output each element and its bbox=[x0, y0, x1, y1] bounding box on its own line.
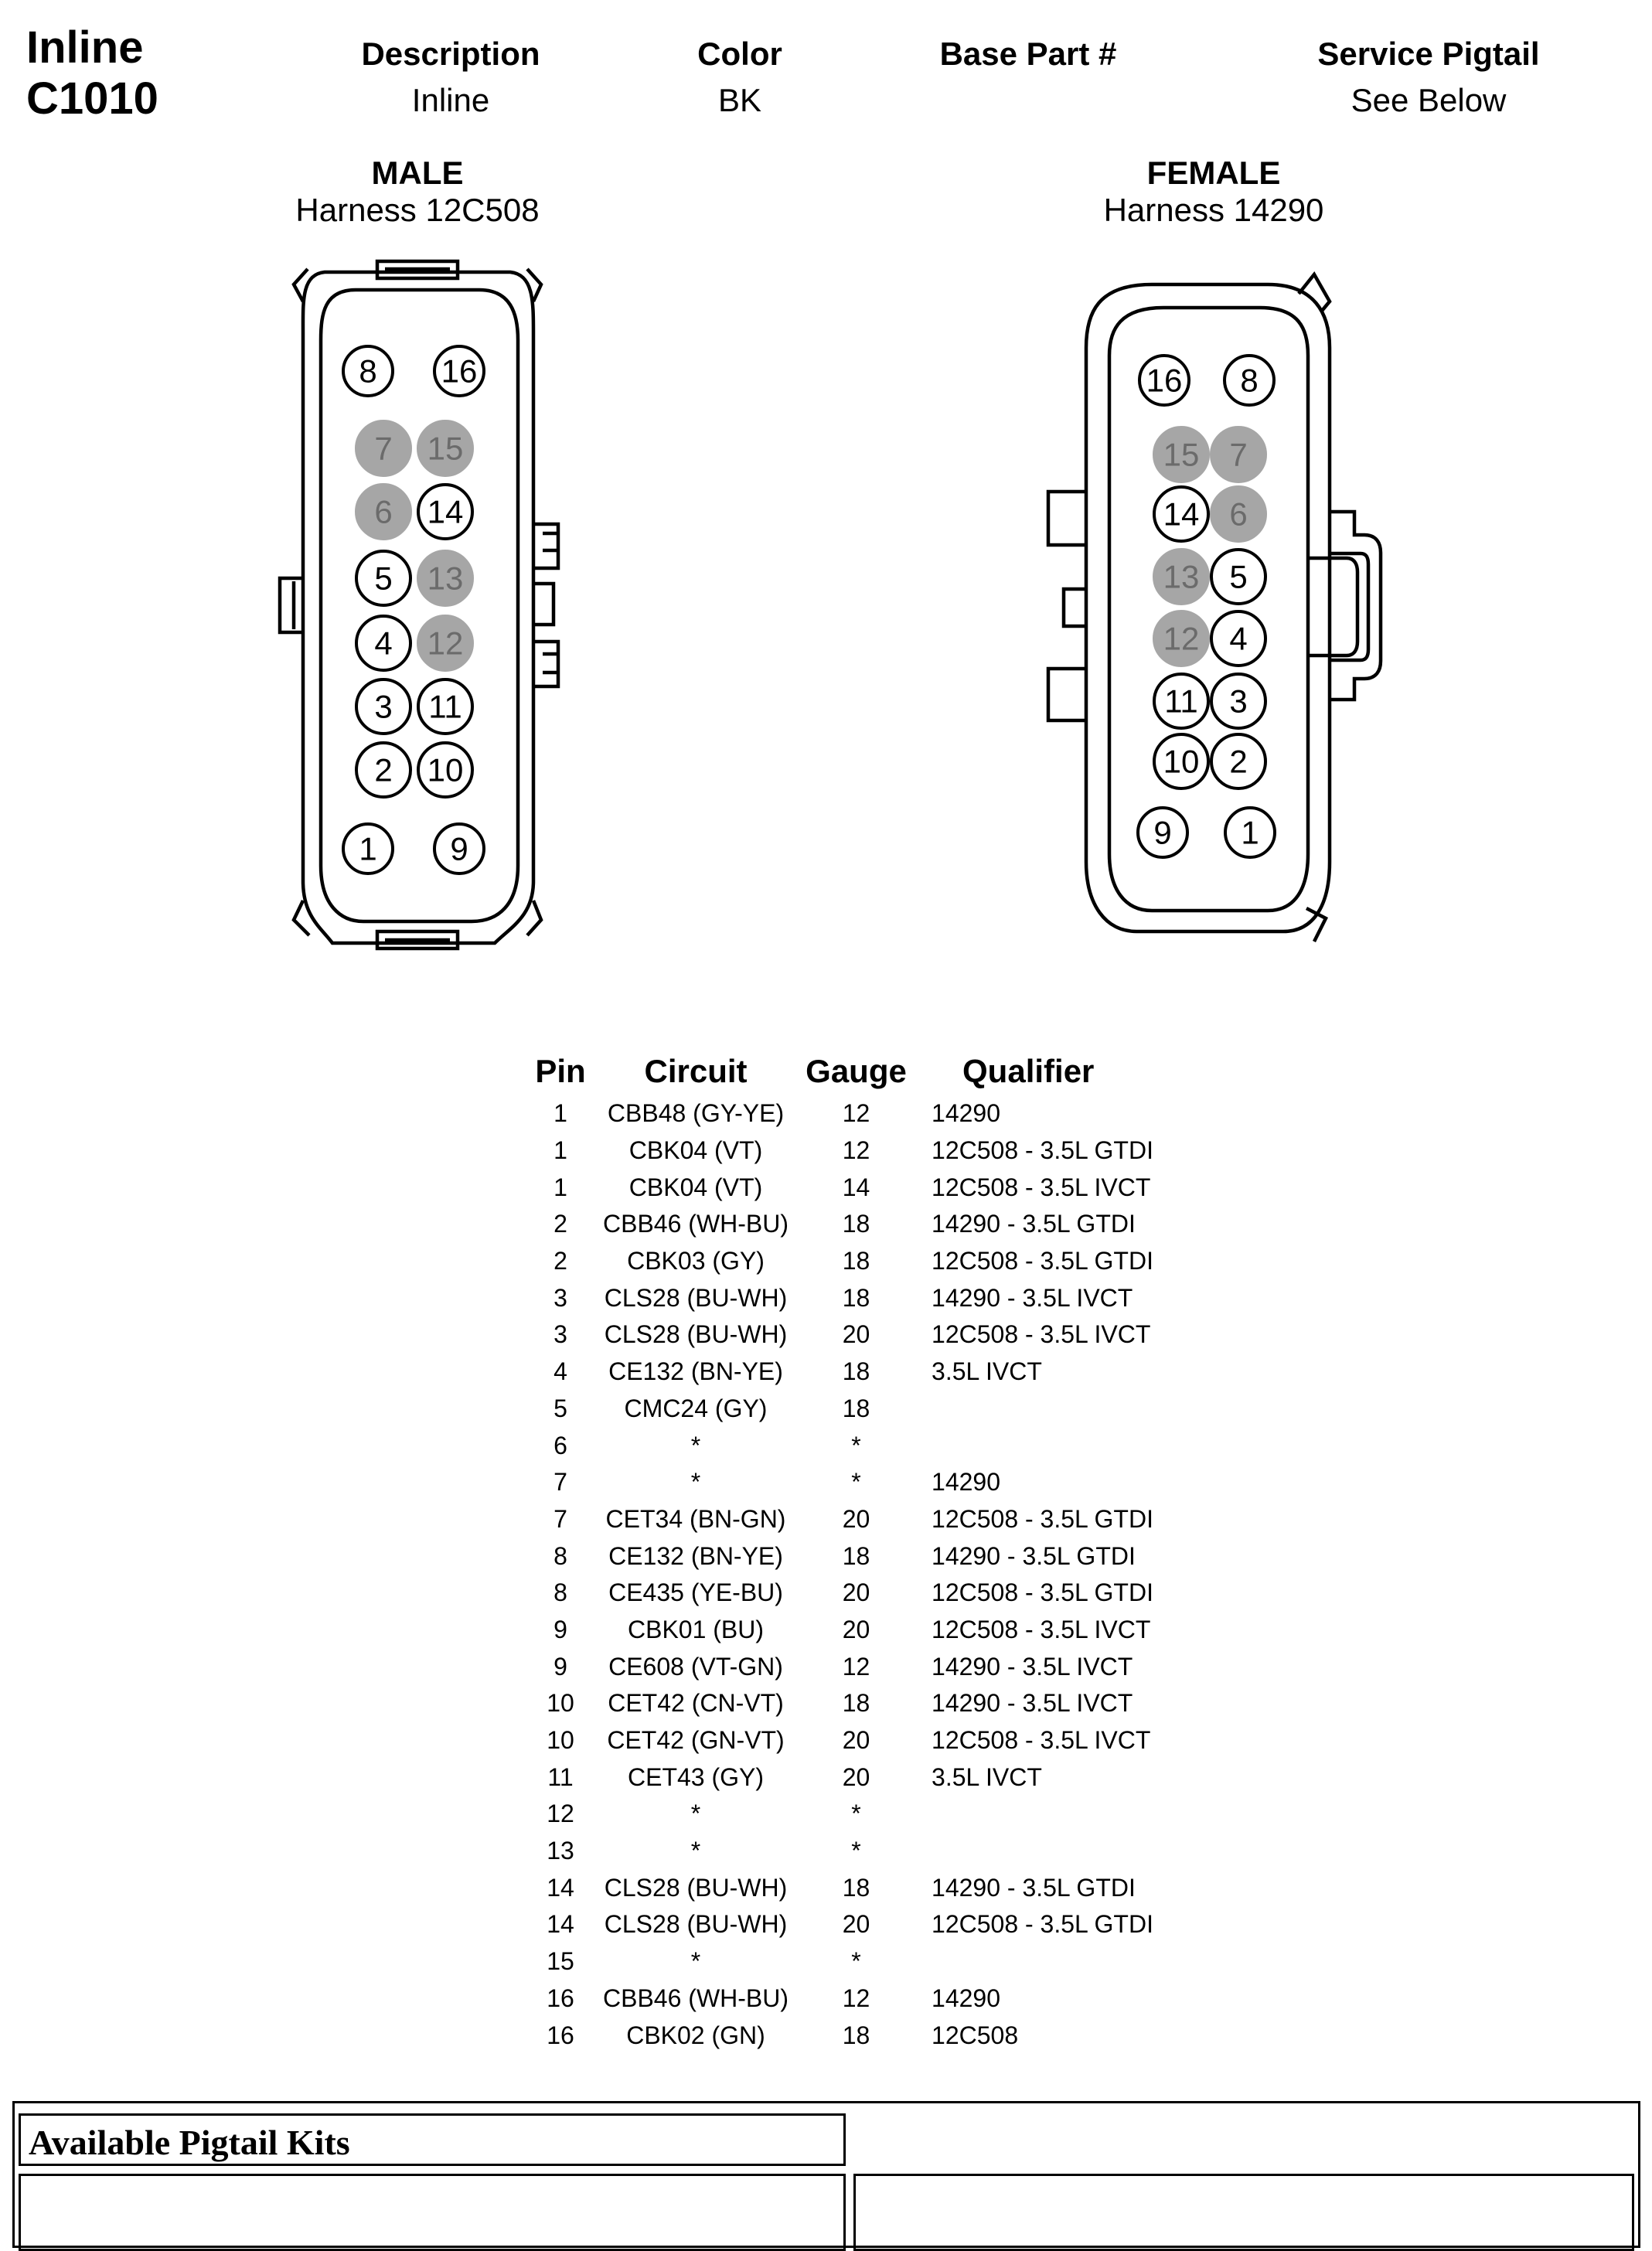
pin-cell: 2 bbox=[554, 1247, 567, 1275]
pin-circuit-table bbox=[518, 1047, 1218, 2054]
connector-id: C1010 bbox=[26, 73, 158, 124]
svg-text:8: 8 bbox=[1240, 362, 1259, 399]
svg-text:5: 5 bbox=[1229, 558, 1248, 595]
male-harness: Harness 12C508 bbox=[295, 192, 540, 228]
circuit-cell: CE132 (BN-YE) bbox=[608, 1541, 783, 1570]
pin-cell: 13 bbox=[547, 1837, 574, 1865]
gauge-cell: 18 bbox=[842, 1357, 870, 1386]
svg-text:3: 3 bbox=[1229, 683, 1248, 720]
pin-cell: 10 bbox=[547, 1726, 574, 1755]
table-row bbox=[518, 1501, 1218, 1538]
pin-cell: 1 bbox=[554, 1099, 567, 1128]
female-pin bbox=[1154, 550, 1208, 604]
svg-text:16: 16 bbox=[441, 352, 478, 390]
pin-cell: 7 bbox=[554, 1504, 567, 1533]
pin-cell: 16 bbox=[547, 1984, 574, 2012]
male-pin bbox=[343, 824, 393, 873]
table-row bbox=[518, 1169, 1218, 1206]
gauge-cell: 20 bbox=[842, 1320, 870, 1349]
gauge-cell: 18 bbox=[842, 1541, 870, 1570]
table-row bbox=[518, 1685, 1218, 1722]
qualifier-cell: 14290 - 3.5L GTDI bbox=[932, 1541, 1136, 1570]
female-pin bbox=[1154, 734, 1208, 788]
qualifier-cell: 14290 - 3.5L IVCT bbox=[932, 1689, 1133, 1718]
male-pin bbox=[418, 679, 472, 734]
gauge-cell: 20 bbox=[842, 1762, 870, 1791]
pin-cell: 8 bbox=[554, 1541, 567, 1570]
svg-text:12: 12 bbox=[427, 625, 464, 662]
service-pigtail-label: Service Pigtail bbox=[1317, 36, 1540, 72]
table-row bbox=[518, 1354, 1218, 1391]
svg-text:16: 16 bbox=[1146, 362, 1183, 399]
table-row bbox=[518, 1206, 1218, 1243]
gauge-cell: 20 bbox=[842, 1910, 870, 1939]
qualifier-cell: 14290 - 3.5L GTDI bbox=[932, 1210, 1136, 1238]
table-row bbox=[518, 1759, 1218, 1796]
male-pin bbox=[356, 743, 410, 797]
svg-text:6: 6 bbox=[374, 493, 393, 530]
table-row bbox=[518, 1612, 1218, 1649]
gauge-column-header: Gauge bbox=[806, 1053, 907, 1089]
qualifier-cell: 12C508 - 3.5L GTDI bbox=[932, 1910, 1153, 1939]
circuit-cell: CMC24 (GY) bbox=[624, 1394, 768, 1422]
svg-text:13: 13 bbox=[427, 560, 464, 597]
qualifier-column-header: Qualifier bbox=[962, 1053, 1095, 1089]
svg-text:9: 9 bbox=[450, 830, 468, 867]
male-pin bbox=[356, 421, 410, 475]
gauge-cell: * bbox=[851, 1468, 861, 1497]
svg-text:13: 13 bbox=[1163, 558, 1200, 595]
table-row bbox=[518, 1648, 1218, 1685]
table-row bbox=[518, 1132, 1218, 1170]
pin-column-header: Pin bbox=[535, 1053, 586, 1089]
svg-text:11: 11 bbox=[428, 688, 462, 725]
svg-text:5: 5 bbox=[374, 560, 393, 597]
male-heading: MALE bbox=[371, 155, 464, 191]
base-part-label: Base Part # bbox=[939, 36, 1117, 72]
female-pin bbox=[1211, 550, 1265, 604]
qualifier-cell: 12C508 bbox=[932, 2021, 1019, 2049]
gauge-cell: 18 bbox=[842, 1283, 870, 1312]
gauge-cell: 18 bbox=[842, 1689, 870, 1718]
circuit-cell: CET43 (GY) bbox=[627, 1762, 765, 1791]
qualifier-cell: 12C508 - 3.5L GTDI bbox=[932, 1578, 1153, 1607]
pin-cell: 4 bbox=[554, 1357, 567, 1386]
qualifier-cell: 12C508 - 3.5L GTDI bbox=[932, 1136, 1153, 1165]
pigtail-kits-title: Available Pigtail Kits bbox=[29, 2123, 350, 2162]
table-row bbox=[518, 1869, 1218, 1906]
male-pin bbox=[418, 421, 472, 475]
pin-cell: 3 bbox=[554, 1283, 567, 1312]
qualifier-cell bbox=[924, 1796, 1218, 1833]
pin-table-body bbox=[518, 1095, 1218, 2054]
pin-cell: 6 bbox=[554, 1431, 567, 1459]
gauge-cell: * bbox=[851, 1800, 861, 1828]
pin-cell: 16 bbox=[547, 2021, 574, 2049]
pin-cell: 7 bbox=[554, 1468, 567, 1497]
circuit-cell: CBB46 (WH-BU) bbox=[603, 1984, 789, 2012]
circuit-cell: CBK03 (GY) bbox=[627, 1247, 765, 1275]
qualifier-cell: 3.5L IVCT bbox=[932, 1357, 1042, 1386]
male-pin bbox=[418, 743, 472, 797]
circuit-column-header: Circuit bbox=[644, 1053, 748, 1089]
table-row bbox=[518, 1391, 1218, 1428]
pigtail-kits-right-cell bbox=[853, 2174, 1634, 2251]
gauge-cell: 14 bbox=[842, 1173, 870, 1201]
svg-text:3: 3 bbox=[374, 688, 393, 725]
connector-type: Inline bbox=[26, 22, 144, 73]
color-value: BK bbox=[717, 82, 762, 118]
circuit-cell: CLS28 (BU-WH) bbox=[604, 1873, 788, 1902]
female-harness: Harness 14290 bbox=[1103, 192, 1324, 228]
qualifier-cell: 12C508 - 3.5L IVCT bbox=[932, 1726, 1151, 1755]
table-row bbox=[518, 1943, 1218, 1980]
female-pin bbox=[1211, 487, 1265, 541]
gauge-cell: 20 bbox=[842, 1578, 870, 1607]
circuit-cell: * bbox=[690, 1947, 701, 1976]
female-heading: FEMALE bbox=[1146, 155, 1281, 191]
gauge-cell: * bbox=[851, 1431, 861, 1459]
gauge-cell: 12 bbox=[842, 1136, 870, 1165]
male-pin bbox=[418, 551, 472, 605]
qualifier-cell bbox=[924, 1427, 1218, 1464]
qualifier-cell bbox=[924, 1391, 1218, 1428]
circuit-cell: CLS28 (BU-WH) bbox=[604, 1320, 788, 1349]
table-row bbox=[518, 1464, 1218, 1501]
svg-text:7: 7 bbox=[374, 430, 393, 467]
pin-cell: 9 bbox=[554, 1652, 567, 1681]
svg-text:4: 4 bbox=[1229, 620, 1248, 657]
circuit-cell: CLS28 (BU-WH) bbox=[604, 1283, 788, 1312]
table-row bbox=[518, 1279, 1218, 1316]
gauge-cell: * bbox=[851, 1947, 861, 1976]
color-label: Color bbox=[697, 36, 782, 72]
qualifier-cell bbox=[924, 1943, 1218, 1980]
table-row bbox=[518, 1427, 1218, 1464]
table-row bbox=[518, 1796, 1218, 1833]
svg-text:2: 2 bbox=[1229, 743, 1248, 780]
female-connector-diagram bbox=[1005, 0, 1438, 974]
svg-text:11: 11 bbox=[1164, 683, 1198, 720]
svg-text:12: 12 bbox=[1163, 620, 1200, 657]
svg-text:2: 2 bbox=[374, 751, 393, 788]
male-pin-grid bbox=[343, 346, 484, 873]
male-pin bbox=[356, 551, 410, 605]
female-pin bbox=[1154, 611, 1208, 666]
pin-cell: 3 bbox=[554, 1320, 567, 1349]
circuit-cell: CBK04 (VT) bbox=[628, 1173, 763, 1201]
table-row bbox=[518, 1095, 1218, 1132]
circuit-cell: CE132 (BN-YE) bbox=[608, 1357, 783, 1386]
circuit-cell: CE608 (VT-GN) bbox=[608, 1652, 783, 1681]
svg-text:1: 1 bbox=[1241, 814, 1259, 851]
description-value: Inline bbox=[411, 82, 490, 118]
pin-cell: 15 bbox=[547, 1947, 574, 1976]
gauge-cell: 18 bbox=[842, 1247, 870, 1275]
pin-cell: 1 bbox=[554, 1173, 567, 1201]
female-pin bbox=[1225, 808, 1275, 857]
svg-text:15: 15 bbox=[1163, 436, 1200, 473]
qualifier-cell: 14290 - 3.5L IVCT bbox=[932, 1652, 1133, 1681]
qualifier-cell: 14290 bbox=[932, 1099, 1000, 1128]
gauge-cell: 12 bbox=[842, 1099, 870, 1128]
table-row bbox=[518, 2017, 1218, 2054]
pin-cell: 2 bbox=[554, 1210, 567, 1238]
pigtail-kits-left-cell bbox=[19, 2174, 846, 2251]
qualifier-cell: 14290 - 3.5L IVCT bbox=[932, 1283, 1133, 1312]
description-label: Description bbox=[361, 36, 540, 72]
circuit-cell: CBB46 (WH-BU) bbox=[603, 1210, 789, 1238]
circuit-cell: CET42 (GN-VT) bbox=[607, 1726, 785, 1755]
svg-text:8: 8 bbox=[359, 352, 377, 390]
male-pin bbox=[434, 346, 484, 396]
svg-text:10: 10 bbox=[1163, 743, 1200, 780]
circuit-cell: * bbox=[690, 1468, 701, 1497]
table-row bbox=[518, 1538, 1218, 1575]
female-pin bbox=[1139, 356, 1189, 405]
table-row bbox=[518, 1575, 1218, 1612]
male-pin bbox=[356, 485, 410, 539]
table-row bbox=[518, 1243, 1218, 1280]
circuit-cell: CET42 (CN-VT) bbox=[608, 1689, 784, 1718]
pin-cell: 14 bbox=[547, 1873, 574, 1902]
pin-cell: 1 bbox=[554, 1136, 567, 1165]
gauge-cell: 20 bbox=[842, 1726, 870, 1755]
female-pin bbox=[1211, 611, 1265, 666]
male-pin bbox=[418, 485, 472, 539]
svg-text:10: 10 bbox=[427, 751, 464, 788]
gauge-cell: 12 bbox=[842, 1984, 870, 2012]
svg-text:7: 7 bbox=[1229, 436, 1248, 473]
female-pin-grid bbox=[1138, 356, 1275, 857]
gauge-cell: 18 bbox=[842, 1210, 870, 1238]
svg-text:1: 1 bbox=[359, 830, 377, 867]
svg-text:6: 6 bbox=[1229, 495, 1248, 533]
svg-text:15: 15 bbox=[427, 430, 464, 467]
qualifier-cell: 3.5L IVCT bbox=[932, 1762, 1042, 1791]
female-pin bbox=[1154, 427, 1208, 482]
table-row bbox=[518, 1906, 1218, 1943]
circuit-cell: * bbox=[690, 1800, 701, 1828]
female-pin bbox=[1211, 674, 1265, 728]
svg-text:4: 4 bbox=[374, 625, 393, 662]
qualifier-cell: 12C508 - 3.5L IVCT bbox=[932, 1173, 1151, 1201]
female-pin bbox=[1211, 734, 1265, 788]
female-pin bbox=[1211, 427, 1265, 482]
male-pin bbox=[356, 679, 410, 734]
female-pin bbox=[1138, 808, 1187, 857]
circuit-cell: CBK01 (BU) bbox=[627, 1615, 765, 1643]
qualifier-cell: 12C508 - 3.5L IVCT bbox=[932, 1320, 1151, 1349]
pin-cell: 9 bbox=[554, 1615, 567, 1643]
table-row bbox=[518, 1316, 1218, 1354]
pin-cell: 8 bbox=[554, 1578, 567, 1607]
male-connector-diagram bbox=[0, 0, 696, 974]
circuit-cell: * bbox=[690, 1837, 701, 1865]
pin-cell: 12 bbox=[547, 1800, 574, 1828]
circuit-cell: CBB48 (GY-YE) bbox=[607, 1099, 785, 1128]
female-pin bbox=[1154, 674, 1208, 728]
gauge-cell: 20 bbox=[842, 1615, 870, 1643]
gauge-cell: 12 bbox=[842, 1652, 870, 1681]
qualifier-cell: 14290 - 3.5L GTDI bbox=[932, 1873, 1136, 1902]
circuit-cell: CE435 (YE-BU) bbox=[608, 1578, 783, 1607]
table-row bbox=[518, 1833, 1218, 1870]
gauge-cell: 18 bbox=[842, 2021, 870, 2049]
table-row bbox=[518, 1722, 1218, 1759]
table-header-row bbox=[518, 1047, 1218, 1095]
pigtail-kits-title-box bbox=[19, 2113, 846, 2166]
qualifier-cell: 12C508 - 3.5L GTDI bbox=[932, 1504, 1153, 1533]
pin-cell: 14 bbox=[547, 1910, 574, 1939]
svg-text:14: 14 bbox=[1163, 495, 1200, 533]
gauge-cell: 20 bbox=[842, 1504, 870, 1533]
circuit-cell: * bbox=[690, 1431, 701, 1459]
male-pin bbox=[434, 824, 484, 873]
female-pin bbox=[1225, 356, 1274, 405]
svg-text:9: 9 bbox=[1153, 814, 1172, 851]
circuit-cell: CET34 (BN-GN) bbox=[605, 1504, 786, 1533]
qualifier-cell bbox=[924, 1833, 1218, 1870]
female-pin bbox=[1154, 487, 1208, 541]
circuit-cell: CLS28 (BU-WH) bbox=[604, 1910, 788, 1939]
qualifier-cell: 12C508 - 3.5L GTDI bbox=[932, 1247, 1153, 1275]
gauge-cell: 18 bbox=[842, 1394, 870, 1422]
qualifier-cell: 14290 bbox=[932, 1984, 1000, 2012]
qualifier-cell: 14290 bbox=[932, 1468, 1000, 1497]
table-row bbox=[518, 1980, 1218, 2018]
service-pigtail-value: See Below bbox=[1351, 82, 1507, 118]
pin-cell: 10 bbox=[547, 1689, 574, 1718]
gauge-cell: 18 bbox=[842, 1873, 870, 1902]
qualifier-cell: 12C508 - 3.5L IVCT bbox=[932, 1615, 1151, 1643]
male-pin bbox=[418, 616, 472, 670]
pin-cell: 5 bbox=[554, 1394, 567, 1422]
male-pin bbox=[343, 346, 393, 396]
pin-cell: 11 bbox=[547, 1762, 574, 1791]
circuit-cell: CBK04 (VT) bbox=[628, 1136, 763, 1165]
svg-text:14: 14 bbox=[427, 493, 464, 530]
male-pin bbox=[356, 616, 410, 670]
circuit-cell: CBK02 (GN) bbox=[626, 2021, 765, 2049]
gauge-cell: * bbox=[851, 1837, 861, 1865]
